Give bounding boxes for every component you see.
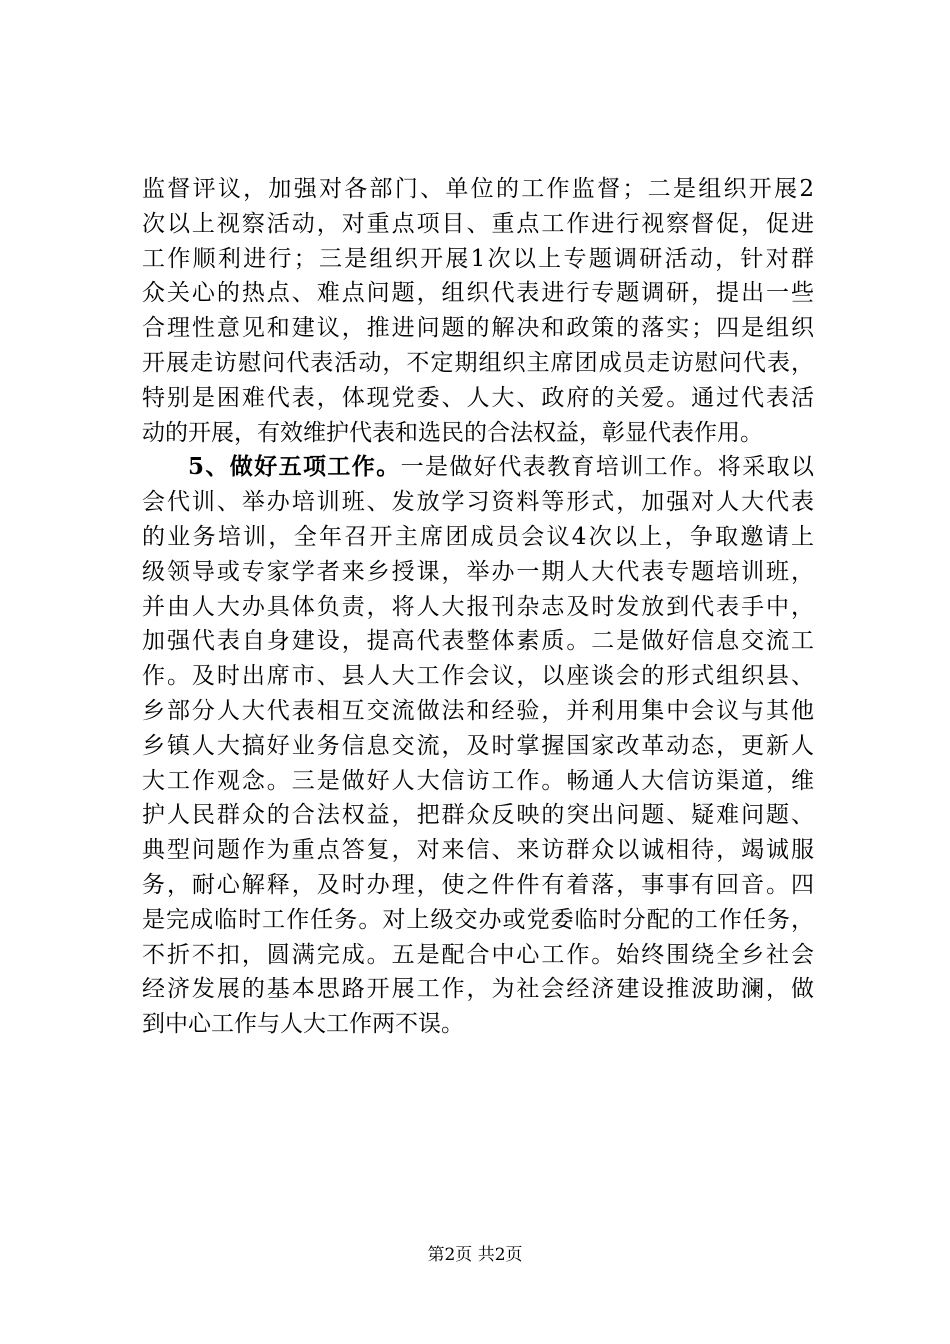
text-line: 乡部分人大代表相互交流做法和经验，并利用集中会议与其他 <box>142 697 814 724</box>
text-line: 并由人大办具体负责，将人大报刊杂志及时发放到代表手中， <box>142 593 814 620</box>
text-run: 一是做好代表教育培训工作。将采取以 <box>400 454 814 481</box>
text-line: 典型问题作为重点答复，对来信、来访群众以诚相待，竭诚服 <box>142 837 814 864</box>
text-line: 乡镇人大搞好业务信息交流，及时掌握国家改革动态，更新人 <box>142 732 814 759</box>
text-line: 到中心工作与人大工作两不误。 <box>142 1011 464 1038</box>
text-line: 不折不扣，圆满完成。五是配合中心工作。始终围绕全乡社会 <box>142 941 814 968</box>
text-line: 加强代表自身建设，提高代表整体素质。二是做好信息交流工 <box>142 628 814 655</box>
text-line: 务，耐心解释，及时办理，使之件件有着落，事事有回音。四 <box>142 871 814 898</box>
text-line: 特别是困难代表，体现党委、人大、政府的关爱。通过代表活 <box>142 384 814 411</box>
text-line: 大工作观念。三是做好人大信访工作。畅通人大信访渠道，维 <box>142 767 814 794</box>
text-line: 是完成临时工作任务。对上级交办或党委临时分配的工作任务， <box>142 906 814 933</box>
paragraph-five-tasks <box>142 450 814 1042</box>
text-line: 次以上视察活动，对重点项目、重点工作进行视察督促，促进 <box>142 210 814 237</box>
body-text <box>142 172 814 1042</box>
paragraph-continuation <box>142 172 814 450</box>
text-line: 众关心的热点、难点问题，组织代表进行专题调研，提出一些 <box>142 280 814 307</box>
text-line: 开展走访慰问代表活动，不定期组织主席团成员走访慰问代表， <box>142 349 814 376</box>
text-line-first <box>142 450 814 485</box>
text-line: 作。及时出席市、县人大工作会议，以座谈会的形式组织县、 <box>142 663 814 690</box>
page-footer <box>0 1243 950 1267</box>
text-line: 会代训、举办培训班、发放学习资料等形式，加强对人大代表 <box>142 489 814 516</box>
section-heading: 5、做好五项工作。 <box>188 453 401 481</box>
text-line: 监督评议，加强对各部门、单位的工作监督；二是组织开展2 <box>142 176 814 202</box>
text-line: 工作顺利进行；三是组织开展1次以上专题调研活动，针对群 <box>142 245 814 272</box>
text-line: 护人民群众的合法权益，把群众反映的突出问题、疑难问题、 <box>142 802 814 829</box>
page-number: 第2页 共2页 <box>427 1245 523 1265</box>
text-line: 合理性意见和建议，推进问题的解决和政策的落实；四是组织 <box>142 315 814 342</box>
text-line: 经济发展的基本思路开展工作，为社会经济建设推波助澜，做 <box>142 976 814 1003</box>
text-line: 的业务培训，全年召开主席团成员会议4次以上，争取邀请上 <box>142 523 814 550</box>
text-line: 级领导或专家学者来乡授课，举办一期人大代表专题培训班， <box>142 558 814 585</box>
text-line: 动的开展，有效维护代表和选民的合法权益，彰显代表作用。 <box>142 419 763 446</box>
